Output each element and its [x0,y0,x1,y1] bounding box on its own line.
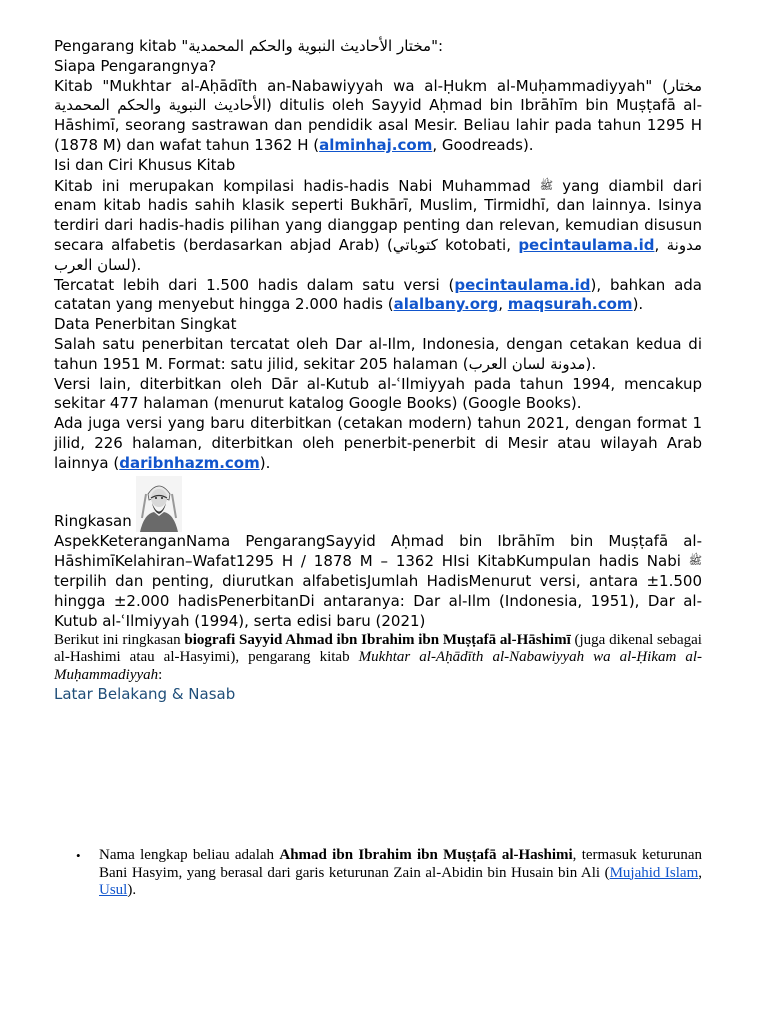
alalbany-link[interactable]: alalbany.org [393,295,499,314]
text-run: ). [130,255,142,274]
biografi-name-bold: biografi Sayyid Ahmad ibn Ibrahim ibn Muṣṭafā al-Hāshimī [184,631,571,648]
kitab-title-italic: Mukhtar al-Aḥādīth al-Nabawiyyah wa al-Ḥikam al-Muḥammadiyyah [54,649,702,683]
text-run: , termasuk keturunan Bani Hasyim, yang berasal dari garis keturunan Zain al-Abidin bin Husain bin Ali ( [99,847,702,881]
arabic-lisan: مدونة لسان العرب [54,235,702,274]
ringkasan-table-text [54,532,702,632]
text-run: Kitab ini merupakan kompilasi hadis-hadis Nabi Muhammad [54,176,540,195]
text-run: kotobati, [437,235,519,254]
mujahid-islam-link[interactable]: Mujahid Islam [609,864,699,881]
text-run: AspekKeteranganNama PengarangSayyid Aḥmad bin Ibrāhīm bin Muṣṭafā al-HāshimīKelahiran–Wafat1295 H / 1878 M – 1362 HIsi KitabKumpulan hadis Nabi [54,531,702,571]
pecintaulama-link[interactable]: pecintaulama.id [518,235,655,254]
question-heading: Siapa Pengarangnya? [54,56,217,75]
penerbitan-paragraph-1 [54,335,702,375]
pecintaulama-link-2[interactable]: pecintaulama.id [454,275,591,294]
text-run: , [698,864,702,881]
text-run: Tercatat lebih dari 1.500 hadis dalam satu versi ( [54,275,455,294]
author-portrait-image [136,476,182,532]
text-run: ), bahkan ada catatan yang menyebut hingga 2.000 hadis ( [54,275,702,314]
text-run: (juga dikenal sebagai al-Hashimi atau al-Hasyimi), pengarang kitab [54,631,702,666]
title-prefix: Pengarang kitab " [54,37,189,55]
ringkasan-label: Ringkasan [54,511,132,530]
arabic-kotobati: كتوباتي [392,235,438,254]
isi-paragraph-1 [54,176,702,276]
isi-paragraph-2 [54,276,702,316]
penerbitan-paragraph-2: Versi lain, diterbitkan oleh Dār al-Kutub al-ʿIlmiyyah pada tahun 1994, mencakup sekitar 477 halaman (menurut katalog Google Books) (Google Books). [54,374,702,413]
text-run: , [654,235,667,254]
saw-glyph: ﷺ [688,554,702,568]
document-body [54,37,702,704]
author-paragraph [54,77,702,156]
bullet-dot-icon: • [76,848,81,863]
title-line [54,37,702,57]
penerbitan-heading: Data Penerbitan Singkat [54,315,237,334]
arabic-lisan: مدونة لسان العرب [468,354,586,373]
text-run: : [158,666,163,683]
text-run: ). [127,882,137,898]
full-name-bold: Ahmad ibn Ibrahim ibn Muṣṭafā al-Hashimi [279,847,573,863]
biografi-intro [54,632,702,685]
text-run: Kitab "Mukhtar al-Aḥādīth an-Nabawiyyah wa al-Ḥukm al-Muḥammadiyyah" ( [54,76,668,95]
text-run: ). [585,354,597,373]
text-run: , [498,295,508,314]
arabic-title: مختار الأحاديث النبوية والحكم المحمدية [54,76,702,115]
text-run: ) ditulis oleh Sayyid Aḥmad bin Ibrāhīm bin Muṣṭafā al-Hāshimī, seorang sastrawan dan pendidik asal Mesir. Beliau lahir pada tahun 1295 H (1878 M) dan wafat tahun 1362 H ( [54,96,702,154]
text-run: ). [632,295,644,314]
list-item [54,847,702,900]
nasab-list [54,847,702,900]
alminhaj-link[interactable]: alminhaj.com [319,135,433,154]
maqsurah-link[interactable]: maqsurah.com [507,295,633,314]
latar-belakang-heading: Latar Belakang & Nasab [54,685,236,704]
ringkasan-row [54,476,702,532]
text-run: Ada juga versi yang baru diterbitkan (cetakan modern) tahun 2021, dengan format 1 jilid, 226 halaman, diterbitkan oleh penerbit-penerbit di Mesir atau wilayah Arab lainnya ( [54,414,702,472]
daribnhazm-link[interactable]: daribnhazm.com [119,453,260,472]
text-run: ). [259,453,271,472]
text-run: , Goodreads). [432,135,534,154]
text-run: Berikut ini ringkasan [54,631,185,648]
usul-link[interactable]: Usul [99,882,128,898]
text-run: Nama lengkap beliau adalah [99,847,280,863]
text-run: yang diambil dari enam kitab hadis sahih klasik seperti Bukhārī, Muslim, Tirmidhī, dan lainnya. Isinya terdiri dari hadis-hadis pilihan yang dianggap penting dan relevan, kemudian disusun secara alfabetis (berdasarkan abjad Arab) ( [54,176,702,254]
text-run: terpilih dan penting, diurutkan alfabetisJumlah HadisMenurut versi, antara ±1.500 hingga ±2.000 hadisPenerbitanDi antaranya: Dar al-Ilm (Indonesia, 1951), Dar al-Kutub al-ʿIlmiyyah (1994), serta edisi baru (2021) [54,572,702,630]
title-suffix: ": [431,37,444,55]
text-run: Salah satu penerbitan tercatat oleh Dar al-Ilm, Indonesia, dengan cetakan kedua di tahun 1951 M. Format: satu jilid, sekitar 205 halaman ( [54,334,702,373]
title-arabic: مختار الأحاديث النبوية والحكم المحمدية [188,37,432,55]
penerbitan-paragraph-3 [54,414,702,473]
isi-heading: Isi dan Ciri Khusus Kitab [54,155,236,174]
saw-glyph: ﷺ [539,178,554,192]
